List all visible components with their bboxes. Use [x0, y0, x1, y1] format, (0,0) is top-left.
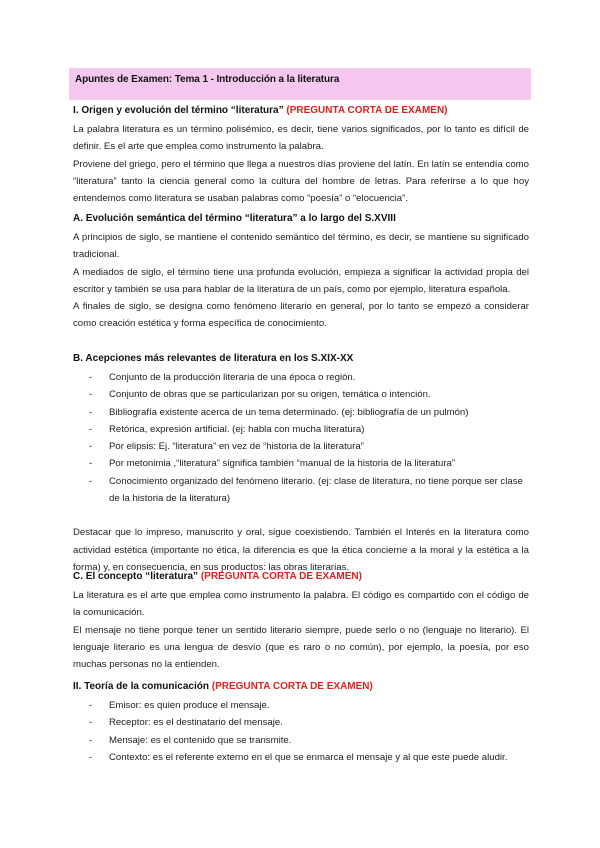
- bullet-dash: -: [89, 475, 93, 487]
- list-item: - Por metonimia ,“literatura” significa también “manual de la historia de la literatura”: [73, 455, 529, 472]
- exam-question-tag: (PREGUNTA CORTA DE EXAMEN): [200, 571, 362, 582]
- paragraph: Proviene del griego, pero el término que llega a nuestros días proviene del latín. En latín se entendía como “literatura” tanto la ciencia general como la cultura del hombre de letras. Para referirse a lo que hoy entendemos como literatura se usaban palabras como “poesía” o “elocuencia”.: [73, 158, 529, 205]
- section-heading: B. Acepciones más relevantes de literatura en los S.XIX-XX: [73, 353, 354, 364]
- paragraph: El mensaje no tiene porque tener un sentido literario siempre, puede serlo o no (lenguaje no literario). El lenguaje literario es una lengua de desvío (que es raro o no común), por ejemplo, la poesía, por eso muchas personas no la entienden.: [73, 624, 529, 671]
- bullet-dash: -: [89, 700, 93, 711]
- list-item: - Conocimiento organizado del fenómeno literario. (ej: clase de literatura, no tiene porque ser clase de la historia de la literatura): [73, 473, 529, 508]
- exam-question-tag: (PREGUNTA CORTA DE EXAMEN): [211, 681, 373, 692]
- bullet-dash: -: [89, 458, 93, 470]
- paragraph: La palabra literatura es un término polisémico, es decir, tiene varios significados, por lo tanto es difícil de definir. Es el arte que emplea como instrumento la palabra.: [73, 124, 529, 153]
- paragraph: Destacar que lo impreso, manuscrito y oral, sigue coexistiendo. También el Interés en la literatura como actividad estética (importante no ética, la diferencia es que la ética concierne a la moral y la estética a la forma) y, en consecuencia, en sus productos: las obras literarias.: [73, 527, 529, 573]
- document-title: Apuntes de Examen: Tema 1 - Introducción a la literatura: [75, 74, 340, 85]
- list-item: - Por elipsis: Ej. “literatura” en vez de “historia de la literatura”: [73, 438, 529, 455]
- exam-question-tag: (PREGUNTA CORTA DE EXAMEN): [286, 105, 448, 116]
- paragraph: A mediados de siglo, el término tiene una profunda evolución, empieza a significar la actividad propia del escritor y también se usa para hablar de la literatura de un país, como por ejemplo, literatura española.: [73, 266, 529, 295]
- bullet-dash: -: [89, 441, 93, 453]
- section-concept: [73, 570, 529, 673]
- list-item: - Receptor: es el destinatario del mensaje.: [73, 714, 529, 731]
- list-item: - Retórica, expresión artificial. (ej: habla con mucha literatura): [73, 421, 529, 438]
- section-heading: C. El concepto “literatura” (PREGUNTA CORTA DE EXAMEN): [73, 571, 362, 582]
- list-item: - Conjunto de la producción literaria de una época o región.: [73, 369, 529, 386]
- bullet-dash: -: [89, 751, 93, 763]
- bullet-dash: -: [89, 372, 93, 383]
- bullet-dash: -: [89, 717, 93, 729]
- paragraph: A finales de siglo, se designa como fenómeno literario en general, por lo tanto se empezó a considerar como creación estética y forma específica de conocimiento.: [73, 301, 529, 330]
- section-heading: A. Evolución semántica del término “literatura” a lo largo del S.XVIII: [73, 213, 396, 224]
- list-item: - Conjunto de obras que se particularizan por su origen, temática o intención.: [73, 386, 529, 403]
- bullet-dash: -: [89, 423, 93, 435]
- bullet-dash: -: [89, 406, 93, 418]
- paragraph: A principios de siglo, se mantiene el contenido semántico del término, es decir, se mantiene su significado tradicional.: [73, 232, 529, 261]
- communication-elements-list: [73, 697, 529, 766]
- bullet-dash: -: [89, 389, 93, 401]
- paragraph: La literatura es el arte que emplea como instrumento la palabra. El código es compartido con el código de la comunicación.: [73, 590, 529, 619]
- list-item: - Bibliografía existente acerca de un tema determinado. (ej: bibliografía de un pulmón): [73, 404, 529, 421]
- list-item: - Contexto: es el referente externo en el que se enmarca el mensaje y al que este puede aludir.: [73, 749, 529, 766]
- section-heading: I. Origen y evolución del término “literatura” (PREGUNTA CORTA DE EXAMEN): [73, 105, 448, 116]
- section-meanings: [73, 352, 529, 576]
- list-item: - Mensaje: es el contenido que se transmite.: [73, 732, 529, 749]
- section-origin: [73, 104, 529, 207]
- section-heading: II. Teoría de la comunicación (PREGUNTA CORTA DE EXAMEN): [73, 681, 373, 692]
- bullet-dash: -: [89, 734, 93, 746]
- list-item: - Emisor: es quien produce el mensaje.: [73, 697, 529, 714]
- meanings-list: [73, 369, 529, 507]
- section-semantic-evolution: [73, 212, 529, 333]
- section-communication-theory: [73, 680, 529, 766]
